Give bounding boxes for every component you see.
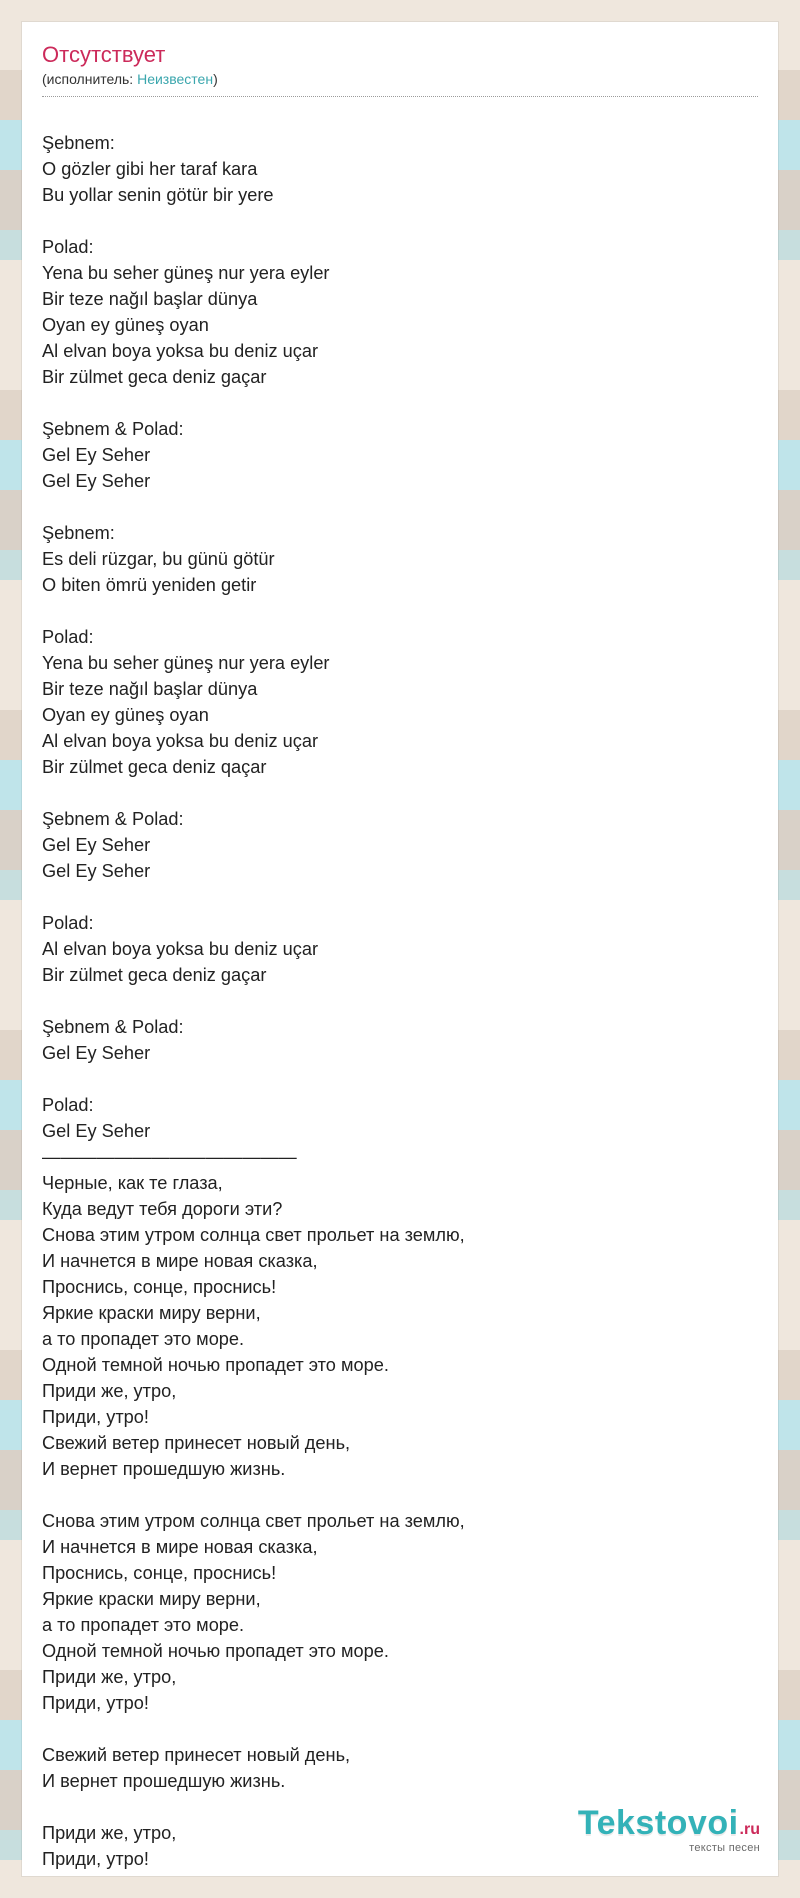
logo-tld: .ru (739, 1821, 760, 1838)
subtitle-prefix: (исполнитель: (42, 71, 138, 87)
song-subtitle (42, 70, 758, 88)
logo-tagline: тексты песен (689, 1842, 760, 1854)
artist-link[interactable]: Неизвестен (137, 71, 214, 87)
song-title: Отсутствует (42, 42, 166, 67)
lyrics-text: Şebnem: O gözler gibi her taraf kara Bu yollar senin götür bir yere Polad: Yena bu seher güneş nur yera eyler Bir teze nağıl başlar dünya Oyan ey güneş oyan Al elvan boya yoksa bu deniz uçar Bir zülmet geca deniz gaçar Şebnem & Polad: Gel Ey Seher Gel Ey Seher Şebnem: Es deli rüzgar, bu günü götür O biten ömrü yeniden getir Polad: Yena bu seher güneş nur yera eyler Bir teze nağıl başlar dünya Oyan ey güneş oyan Al elvan boya yoksa bu deniz uçar Bir zülmet geca deniz qaçar Şebnem & Polad: Gel Ey Seher Gel Ey Seher Polad: Al elvan boya yoksa bu deniz uçar Bir zülmet geca deniz gaçar Şebnem & Polad: Gel Ey Seher Polad: Gel Ey Seher —————————————— Черные, как те глаза, Куда ведут тебя дороги эти? Снова этим утром солнца свет прольет на землю, И начнется в мире новая сказка, Проснись, сонце, проснись! Яркие краски миру верни, а то пропадет это море. Одной темной ночью пропадет это море. Приди же, утро, Приди, утро! Свежий ветер принесет новый день, И вернет прошедшую жизнь. Снова этим утром солнца свет прольет на землю, И начнется в мире новая сказка, Проснись, сонце, проснись! Яркие краски миру верни, а то пропадет это море. Одной темной ночью пропадет это море. Приди же, утро, Приди, утро! Свежий ветер принесет новый день, И вернет прошедшую жизнь. Приди же, утро, Приди, утро! (42, 133, 465, 1869)
header-divider (42, 96, 758, 97)
site-logo[interactable] (530, 1806, 760, 1858)
lyrics-card (22, 22, 778, 1876)
logo-name: Tekstovoi (577, 1804, 739, 1842)
subtitle-suffix: ) (213, 71, 218, 87)
song-header (42, 42, 758, 97)
